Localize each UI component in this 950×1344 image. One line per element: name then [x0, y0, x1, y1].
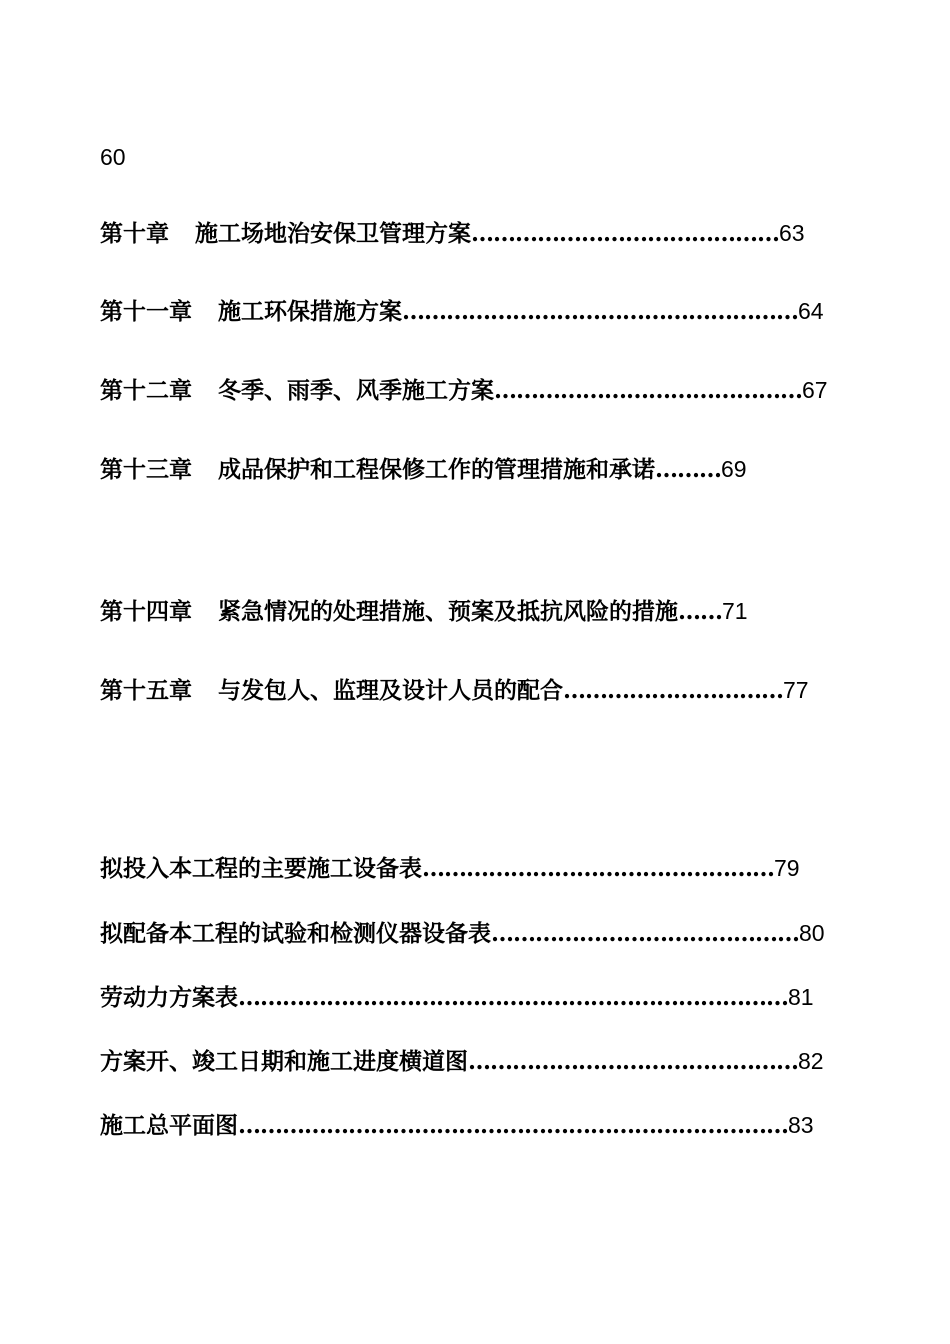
- toc-entry-chapter-13[interactable]: [100, 454, 747, 485]
- dot-leader: ………………………………………: [468, 1048, 798, 1075]
- toc-entry-appendix-2[interactable]: [100, 918, 825, 949]
- chapter-label: 第十章: [100, 220, 169, 247]
- dot-leader: ……………………………………: [491, 920, 799, 947]
- chapter-label: 第十五章: [100, 677, 192, 704]
- page-number: 77: [783, 677, 809, 703]
- appendix-title: 拟投入本工程的主要施工设备表: [100, 855, 422, 882]
- dot-leader: ……………………………………: [494, 377, 802, 404]
- toc-entry-appendix-1[interactable]: [100, 853, 800, 884]
- dot-leader: …………………………………………: [422, 855, 774, 882]
- toc-entry-chapter-14[interactable]: [100, 596, 748, 627]
- dot-leader: ………: [655, 456, 721, 483]
- toc-entry-appendix-3[interactable]: [100, 982, 814, 1013]
- toc-entry-chapter-11[interactable]: [100, 296, 824, 327]
- chapter-label: 第十一章: [100, 298, 192, 325]
- appendix-title: 施工总平面图: [100, 1112, 238, 1139]
- page-number: 82: [798, 1048, 824, 1074]
- appendix-title: 拟配备本工程的试验和检测仪器设备表: [100, 920, 491, 947]
- page-number: 71: [722, 598, 748, 624]
- page-number: 67: [802, 377, 828, 403]
- page-number: 83: [788, 1112, 814, 1138]
- chapter-title: 紧急情况的处理措施、预案及抵抗风险的措施: [218, 598, 678, 625]
- chapter-title: 施工场地治安保卫管理方案: [195, 220, 471, 247]
- chapter-title: 与发包人、监理及设计人员的配合: [218, 677, 563, 704]
- top-page-number: 60: [100, 144, 126, 170]
- dot-leader: ……: [678, 598, 722, 625]
- page-number: 81: [788, 984, 814, 1010]
- toc-entry-chapter-15[interactable]: [100, 675, 809, 706]
- chapter-label: 第十二章: [100, 377, 192, 404]
- page-number: 79: [774, 855, 800, 881]
- chapter-label: 第十四章: [100, 598, 192, 625]
- toc-entry-appendix-4[interactable]: [100, 1046, 824, 1077]
- page-number: 69: [721, 456, 747, 482]
- chapter-label: 第十三章: [100, 456, 192, 483]
- page-number: 80: [799, 920, 825, 946]
- dot-leader: …………………………: [563, 677, 783, 704]
- appendix-title: 劳动力方案表: [100, 984, 238, 1011]
- chapter-title: 施工环保措施方案: [218, 298, 402, 325]
- dot-leader: …………………………………………………………………: [238, 984, 788, 1011]
- appendix-title: 方案开、竣工日期和施工进度横道图: [100, 1048, 468, 1075]
- page-number: 63: [779, 220, 805, 246]
- toc-entry-chapter-10[interactable]: [100, 218, 805, 249]
- dot-leader: …………………………………………………………………: [238, 1112, 788, 1139]
- chapter-title: 冬季、雨季、风季施工方案: [218, 377, 494, 404]
- dot-leader: ……………………………………: [471, 220, 779, 247]
- dot-leader: ………………………………………………: [402, 298, 798, 325]
- page-number: 64: [798, 298, 824, 324]
- toc-entry-chapter-12[interactable]: [100, 375, 828, 406]
- chapter-title: 成品保护和工程保修工作的管理措施和承诺: [218, 456, 655, 483]
- toc-entry-appendix-5[interactable]: [100, 1110, 814, 1141]
